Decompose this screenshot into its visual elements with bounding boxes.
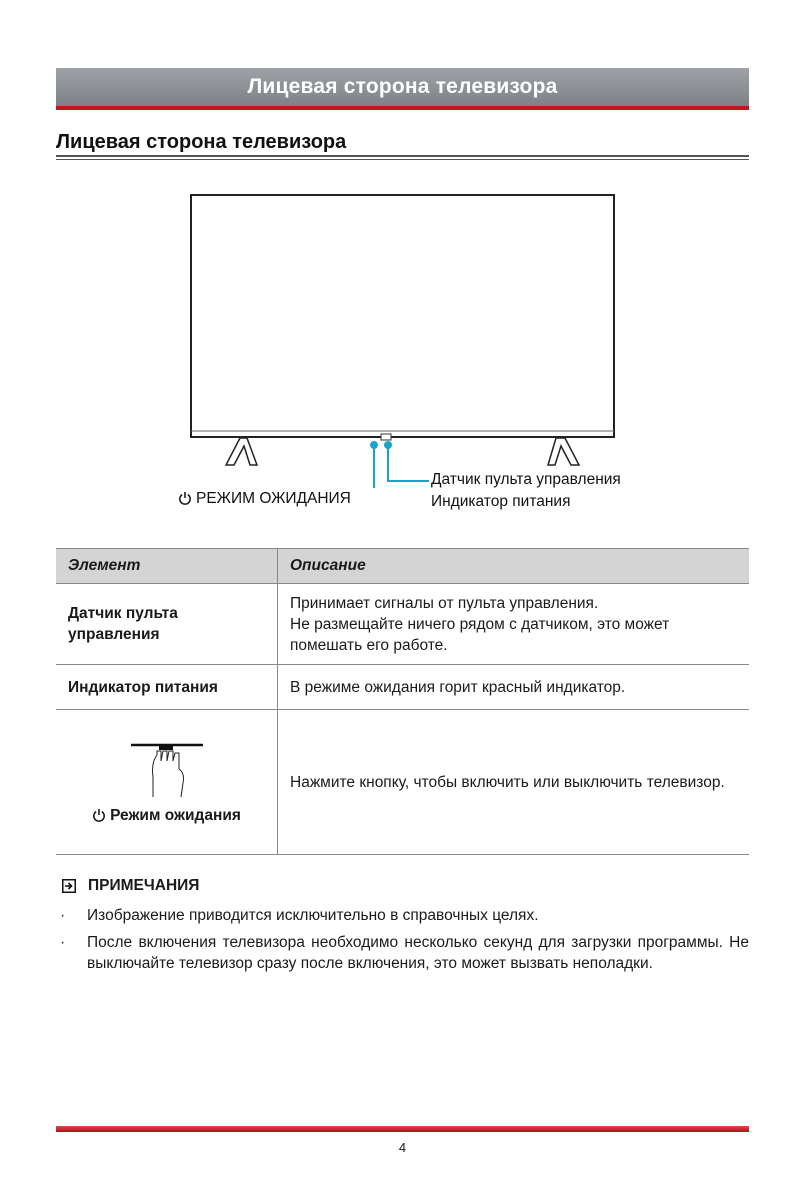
- table-row: [56, 665, 749, 710]
- bullet: ·: [60, 934, 66, 951]
- standby-button-label: [92, 807, 241, 824]
- bullet: ·: [60, 907, 66, 924]
- hand-pressing-button-icon: [127, 739, 207, 799]
- tv-screen: [191, 195, 614, 437]
- description-line: Принимает сигналы от пульта управления.: [290, 594, 599, 612]
- table-row: [56, 584, 749, 665]
- note-arrow-icon: [62, 879, 76, 893]
- sensor-callout-line: [385, 442, 429, 481]
- remote-sensor-label: Датчик пульта управления: [431, 471, 621, 488]
- element-description-table: [56, 548, 749, 855]
- note-item: [56, 905, 749, 926]
- table-header-element: Элемент: [56, 549, 278, 584]
- table-cell-description: Нажмите кнопку, чтобы включить или выключить телевизор.: [278, 710, 750, 855]
- table-row: [56, 710, 749, 855]
- note-text: После включения телевизора необходимо несколько секунд для загрузки программы. Не выключайте телевизор сразу после включения, это может вызвать неполадки.: [87, 934, 749, 972]
- notes-heading: [62, 877, 199, 895]
- page-number: 4: [398, 1140, 407, 1155]
- description-line: Не размещайте ничего рядом с датчиком, это может помешать его работе.: [290, 615, 670, 654]
- table-header-description: Описание: [278, 549, 750, 584]
- standby-label: [178, 490, 351, 508]
- note-item: [56, 932, 749, 974]
- notes-list: [56, 905, 749, 980]
- table-cell-description: [278, 584, 750, 665]
- footer-bar: [56, 1126, 749, 1132]
- standby-button-label-text: Режим ожидания: [110, 806, 241, 824]
- tv-stand-right: [548, 438, 579, 465]
- note-text: Изображение приводится исключительно в справочных целях.: [87, 907, 539, 924]
- power-icon: [92, 808, 106, 822]
- notes-heading-text: ПРИМЕЧАНИЯ: [88, 877, 200, 894]
- table-cell-description: В режиме ожидания горит красный индикатор.: [278, 665, 750, 710]
- banner-title: Лицевая сторона телевизора: [247, 75, 558, 98]
- table-cell-element: Индикатор питания: [56, 665, 278, 710]
- remote-sensor-window: [381, 434, 391, 440]
- power-indicator-label: Индикатор питания: [431, 493, 571, 510]
- table-header-row: [56, 549, 749, 584]
- standby-label-text: РЕЖИМ ОЖИДАНИЯ: [196, 490, 351, 507]
- standby-callout-line: [371, 442, 377, 488]
- section-title: Лицевая сторона телевизора: [56, 131, 347, 153]
- tv-stand-left: [226, 438, 257, 465]
- power-icon: [178, 491, 192, 505]
- tv-front-diagram: [0, 0, 805, 540]
- table-cell-element: [56, 710, 278, 855]
- table-cell-element: Датчик пульта управления: [56, 584, 278, 665]
